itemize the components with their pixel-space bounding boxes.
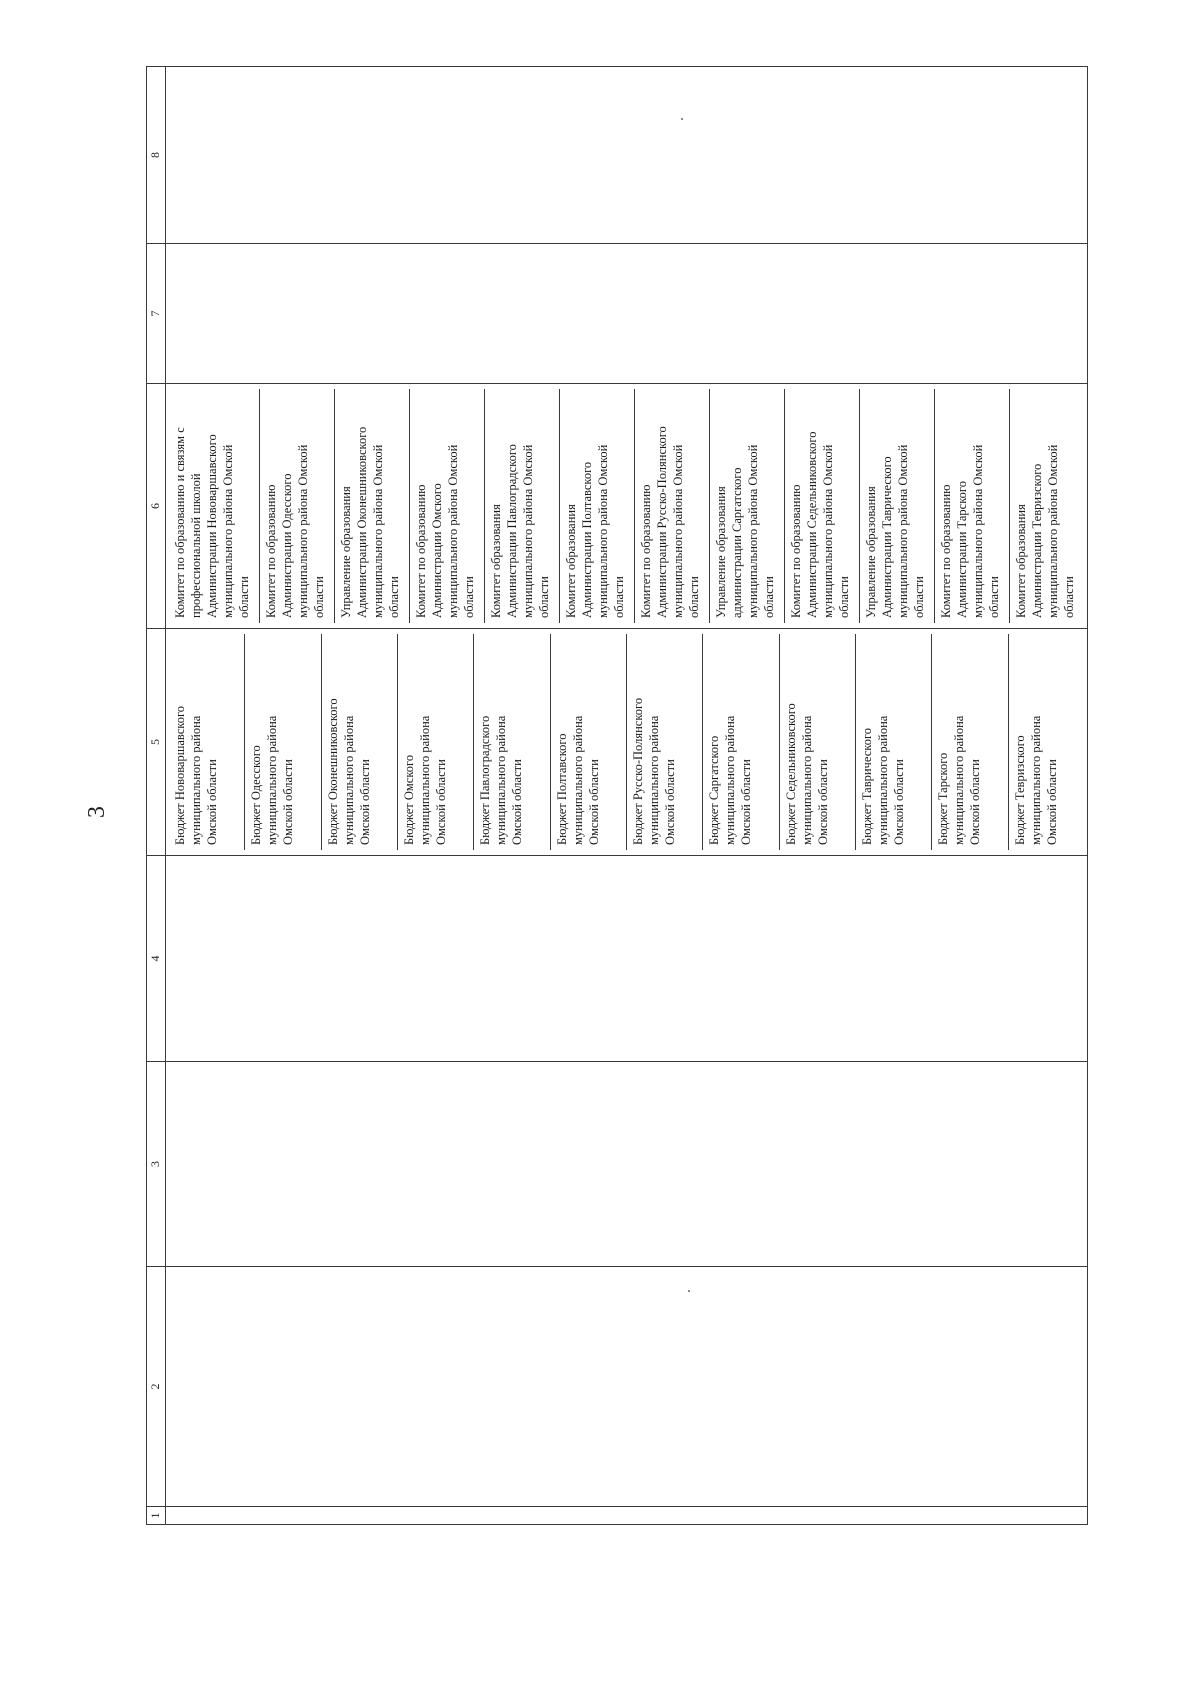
budget-cell: Бюджет Таврического муниципального района Омской области (856, 634, 932, 850)
authority-cell: Управление образования Администрации Таврического муниципального района Омской области (860, 389, 935, 623)
cell-col-7 (166, 244, 1088, 384)
budget-cell: Бюджет Седельниковского муниципального района Омской области (780, 634, 856, 850)
column-header-7: 7 (147, 244, 166, 384)
budget-cell: Бюджет Одесского муниципального района Омской области (245, 634, 321, 850)
authority-cell: Управление образования администрации Саргатского муниципального района Омской области (710, 389, 785, 623)
authority-cell: Комитет по образованию и связям с профессиональной школой Администрации Нововаршавского муниципального района Омской области (169, 389, 260, 623)
authority-cell: Комитет по образованию Администрации Русско-Полянского муниципального района Омской области (635, 389, 710, 623)
authority-cell: Комитет по образованию Администрации Седельниковского муниципального района Омской области (785, 389, 860, 623)
authority-column (166, 384, 1088, 629)
page-number: 3 (84, 806, 110, 818)
budget-cell: Бюджет Павлоградского муниципального района Омской области (474, 634, 550, 850)
cell-col-3 (166, 1062, 1088, 1267)
document-table (146, 66, 1088, 1525)
budget-cell: Бюджет Оконешниковского муниципального района Омской области (322, 634, 398, 850)
budget-cell: Бюджет Нововаршавского муниципального района Омской области (169, 634, 245, 850)
column-header-2: 2 (147, 1267, 166, 1507)
table-header-row (147, 67, 166, 1525)
authority-cell: Комитет образования Администрации Павлоградского муниципального района Омской области (485, 389, 560, 623)
cell-col-4 (166, 856, 1088, 1062)
column-header-6: 6 (147, 384, 166, 629)
authority-cell: Комитет по образованию Администрации Омского муниципального района Омской области (410, 389, 485, 623)
column-header-1: 1 (147, 1507, 166, 1525)
authority-list (169, 389, 1084, 623)
budget-cell: Бюджет Саргатского муниципального района Омской области (703, 634, 779, 850)
scan-speck (681, 118, 683, 120)
authority-cell: Комитет по образованию Администрации Одесского муниципального района Омской области (260, 389, 335, 623)
cell-col-1 (166, 1507, 1088, 1525)
authority-cell: Комитет образования Администрации Тевризского муниципального района Омской области (1014, 444, 1076, 618)
budget-column (166, 629, 1088, 856)
scan-speck (688, 1290, 690, 1292)
document-table-container (146, 67, 1088, 1525)
column-header-8: 8 (147, 67, 166, 244)
budget-cell: Бюджет Омского муниципального района Омской области (398, 634, 474, 850)
authority-cell: Комитет по образованию Администрации Тарского муниципального района Омской области (935, 389, 1010, 623)
authority-cell: Управление образования Администрации Оконешниковского муниципального района Омской области (335, 389, 410, 623)
column-header-5: 5 (147, 629, 166, 856)
column-header-3: 3 (147, 1062, 166, 1267)
budget-cell: Бюджет Русско-Полянского муниципального района Омской области (627, 634, 703, 850)
cell-col-8 (166, 67, 1088, 244)
table-body-row (166, 67, 1088, 1525)
column-header-4: 4 (147, 856, 166, 1062)
budget-cell: Бюджет Тевризского муниципального района Омской области (1012, 715, 1059, 845)
cell-col-2 (166, 1267, 1088, 1507)
budget-cell: Бюджет Полтавского муниципального района Омской области (551, 634, 627, 850)
budget-cell: Бюджет Тарского муниципального района Омской области (932, 634, 1008, 850)
budget-list (169, 634, 1084, 850)
authority-cell: Комитет образования Администрации Полтавского муниципального района Омской области (560, 389, 635, 623)
